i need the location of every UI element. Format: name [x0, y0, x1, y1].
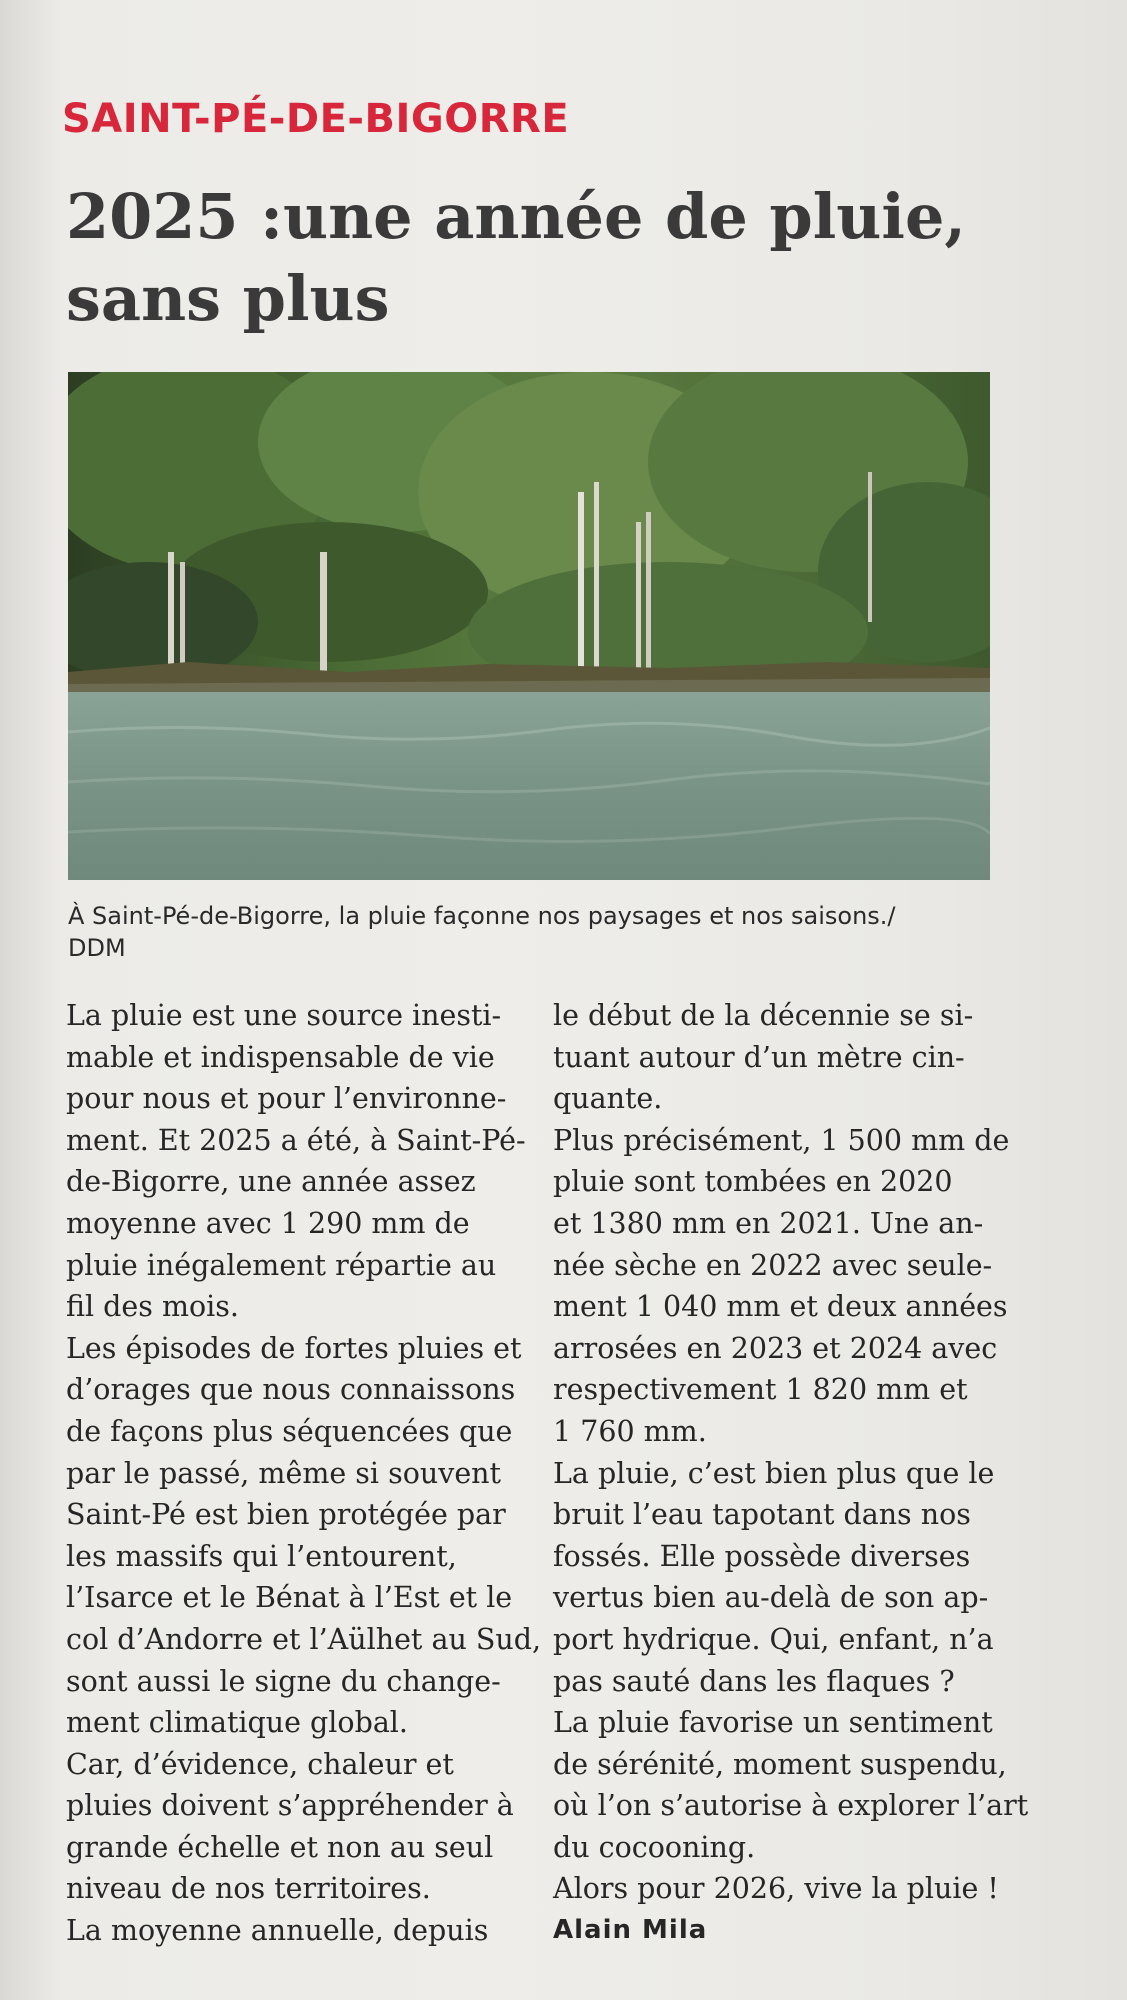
- body-line: sont aussi le signe du change-: [66, 1664, 501, 1698]
- headline: [66, 176, 1026, 340]
- body-line: de-Bigorre, une année assez: [66, 1165, 476, 1199]
- body-line: col d’Andorre et l’Aülhet au Sud,: [66, 1622, 542, 1656]
- body-line: niveau de nos territoires.: [66, 1872, 431, 1906]
- body-line: où l’on s’autorise à explorer l’art: [553, 1789, 1029, 1823]
- section-kicker: SAINT-PÉ-DE-BIGORRE: [62, 96, 570, 142]
- body-line: La pluie favorise un sentiment: [553, 1706, 993, 1740]
- body-line: bruit l’eau tapotant dans nos: [553, 1498, 971, 1532]
- body-line: fil des mois.: [66, 1290, 239, 1324]
- body-line: fossés. Elle possède diverses: [553, 1539, 971, 1573]
- body-line: les massifs qui l’entourent,: [66, 1539, 457, 1573]
- body-line: du cocooning.: [553, 1830, 756, 1864]
- photo-caption: [68, 900, 1028, 964]
- body-line: Saint-Pé est bien protégée par: [66, 1498, 506, 1532]
- headline-line: 2025 :une année de pluie,: [66, 180, 966, 253]
- body-line: tuant autour d’un mètre cin-: [553, 1040, 965, 1074]
- body-line: pluie inégalement répartie au: [66, 1248, 497, 1282]
- body-line: de façons plus séquencées que: [66, 1414, 513, 1448]
- body-line: quante.: [553, 1082, 663, 1116]
- body-line: Les épisodes de fortes pluies et: [66, 1331, 522, 1365]
- body-line: pour nous et pour l’environne-: [66, 1082, 507, 1116]
- body-line: née sèche en 2022 avec seule-: [553, 1248, 993, 1282]
- body-line: le début de la décennie se si-: [553, 999, 974, 1032]
- body-line: La pluie, c’est bien plus que le: [553, 1456, 995, 1490]
- article-column-right: [553, 995, 1029, 1952]
- body-line: ment. Et 2025 a été, à Saint-Pé-: [66, 1123, 526, 1157]
- body-line: ment 1 040 mm et deux années: [553, 1290, 1008, 1324]
- article-column-left: [66, 995, 542, 1952]
- body-line: par le passé, même si souvent: [66, 1456, 501, 1490]
- caption-line: À Saint-Pé-de-Bigorre, la pluie façonne nos paysages et nos saisons./: [68, 902, 896, 930]
- article-photo: [68, 372, 990, 880]
- body-line: Plus précisément, 1 500 mm de: [553, 1123, 1010, 1157]
- body-line: pluies doivent s’appréhender à: [66, 1789, 514, 1823]
- body-line: La pluie est une source inesti-: [66, 999, 502, 1032]
- body-line: respectivement 1 820 mm et: [553, 1373, 968, 1407]
- author-signature: Alain Mila: [553, 1915, 708, 1946]
- body-line: de sérénité, moment suspendu,: [553, 1747, 1007, 1781]
- body-line: ment climatique global.: [66, 1706, 408, 1740]
- body-line: grande échelle et non au seul: [66, 1830, 494, 1864]
- body-line: vertus bien au-delà de son ap-: [553, 1581, 989, 1615]
- body-line: Car, d’évidence, chaleur et: [66, 1747, 454, 1781]
- river-forest-illustration: [68, 372, 990, 880]
- body-line: et 1380 mm en 2021. Une an-: [553, 1206, 984, 1240]
- body-line: 1 760 mm.: [553, 1414, 707, 1448]
- headline-line: sans plus: [66, 262, 390, 335]
- body-line: mable et indispensable de vie: [66, 1040, 495, 1074]
- body-line: La moyenne annuelle, depuis: [66, 1914, 489, 1948]
- body-line: d’orages que nous connaissons: [66, 1373, 516, 1407]
- body-line: l’Isarce et le Bénat à l’Est et le: [66, 1581, 513, 1615]
- body-line: pas sauté dans les flaques ?: [553, 1664, 955, 1698]
- body-line: arrosées en 2023 et 2024 avec: [553, 1331, 998, 1365]
- body-line: port hydrique. Qui, enfant, n’a: [553, 1622, 994, 1656]
- body-line: pluie sont tombées en 2020: [553, 1165, 953, 1199]
- body-line: moyenne avec 1 290 mm de: [66, 1206, 470, 1240]
- caption-line: DDM: [68, 934, 126, 962]
- body-line: Alors pour 2026, vive la pluie !: [553, 1872, 999, 1906]
